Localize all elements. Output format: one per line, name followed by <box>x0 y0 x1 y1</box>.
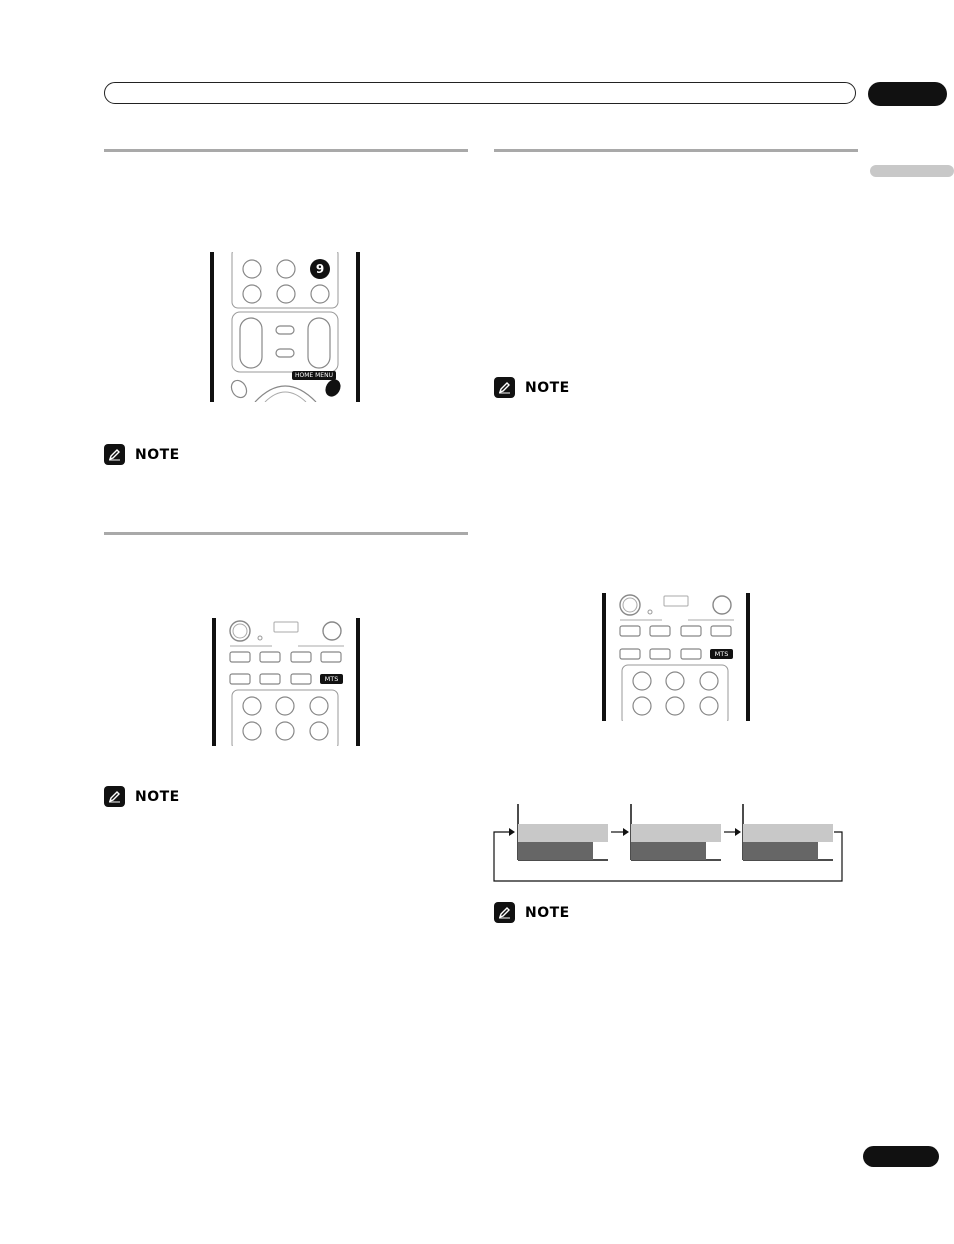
note-label: NOTE <box>525 379 570 396</box>
note-label: NOTE <box>525 904 570 921</box>
note-label: NOTE <box>135 788 180 805</box>
pencil-note-icon <box>494 377 515 398</box>
note-heading-left-2 <box>104 786 180 807</box>
remote-illustration-mts-right <box>602 593 752 721</box>
chapter-tab <box>868 82 947 106</box>
button-9-label: 9 <box>315 262 325 276</box>
mts-button-label-right: MTS <box>714 650 729 658</box>
note-heading-right-2 <box>494 902 570 923</box>
home-menu-button-label: HOME MENU <box>295 372 333 379</box>
mts-button-label-left: MTS <box>324 675 339 683</box>
mode-screen-3 <box>743 804 833 860</box>
remote-illustration-mts-left <box>212 618 362 746</box>
remote-illustration-home-menu <box>210 252 362 402</box>
note-label: NOTE <box>135 446 180 463</box>
mts-cycle-diagram <box>490 800 846 886</box>
note-heading-right-1 <box>494 377 570 398</box>
section-rule-right-1 <box>494 149 858 152</box>
language-tab <box>870 165 954 177</box>
header-bar <box>104 82 856 104</box>
mode-screen-2 <box>631 804 721 860</box>
mode-screen-1 <box>518 804 608 860</box>
section-rule-left-1 <box>104 149 468 152</box>
note-heading-left-1 <box>104 444 180 465</box>
pencil-note-icon <box>104 786 125 807</box>
pencil-note-icon <box>494 902 515 923</box>
page-number-pill <box>863 1146 939 1167</box>
section-rule-left-2 <box>104 532 468 535</box>
pencil-note-icon <box>104 444 125 465</box>
